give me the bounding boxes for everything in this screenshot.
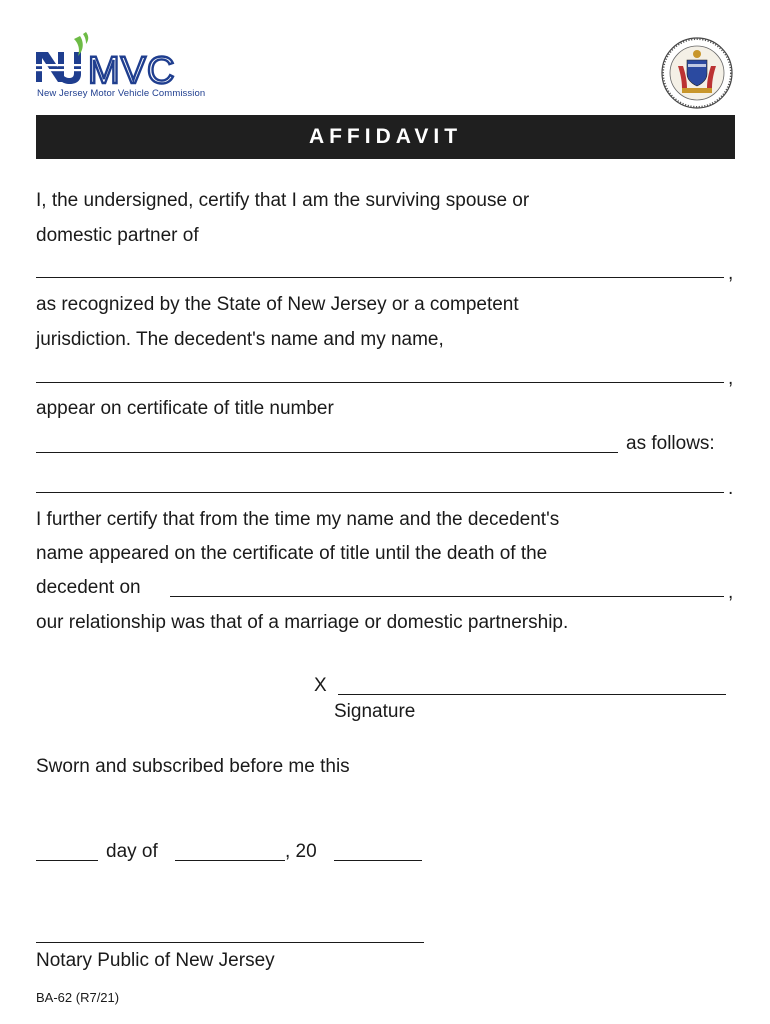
signature-label: Signature <box>334 701 416 722</box>
title-number-blank[interactable] <box>36 452 618 453</box>
state-seal-icon <box>660 36 734 110</box>
form-line-4: jurisdiction. The decedent's name and my name, <box>36 329 444 350</box>
njmvc-logo-mark <box>34 30 224 90</box>
njmvc-logo <box>34 30 224 102</box>
svg-text:MVC: MVC <box>88 50 176 90</box>
notary-signature-blank[interactable] <box>36 942 424 943</box>
form-id: BA-62 (R7/21) <box>36 990 120 1005</box>
period-1: . <box>728 478 734 499</box>
spouse-name-blank[interactable] <box>36 277 724 278</box>
as-follows-label: as follows: <box>626 433 715 454</box>
form-line-8: decedent on <box>36 577 141 598</box>
form-line-2: domestic partner of <box>36 225 199 246</box>
comma-3: , <box>728 582 734 603</box>
form-line-1: I, the undersigned, certify that I am the surviving spouse or <box>36 190 530 211</box>
signature-blank[interactable] <box>338 694 726 695</box>
day-of-label: day of <box>106 841 158 862</box>
form-line-7: name appeared on the certificate of title until the death of the <box>36 543 548 564</box>
affidavit-title: AFFIDAVIT <box>308 125 463 148</box>
form-line-9: our relationship was that of a marriage or domestic partnership. <box>36 612 569 633</box>
as-follows-blank[interactable] <box>36 492 724 493</box>
logo-tagline: New Jersey Motor Vehicle Commission <box>37 88 206 99</box>
sworn-text: Sworn and subscribed before me this <box>36 756 350 777</box>
form-line-6: I further certify that from the time my name and the decedent's <box>36 509 560 530</box>
notary-label: Notary Public of New Jersey <box>36 950 275 971</box>
signature-x: X <box>314 675 327 696</box>
year-prefix: , 20 <box>285 841 317 862</box>
year-blank[interactable] <box>334 860 422 861</box>
date-of-death-blank[interactable] <box>170 596 724 597</box>
form-line-5: appear on certificate of title number <box>36 398 334 419</box>
comma-2: , <box>728 368 734 389</box>
affidavit-banner <box>36 115 735 159</box>
comma-1: , <box>728 263 734 284</box>
names-blank[interactable] <box>36 382 724 383</box>
day-blank[interactable] <box>36 860 98 861</box>
month-blank[interactable] <box>175 860 285 861</box>
form-line-3: as recognized by the State of New Jersey or a competent <box>36 294 519 315</box>
